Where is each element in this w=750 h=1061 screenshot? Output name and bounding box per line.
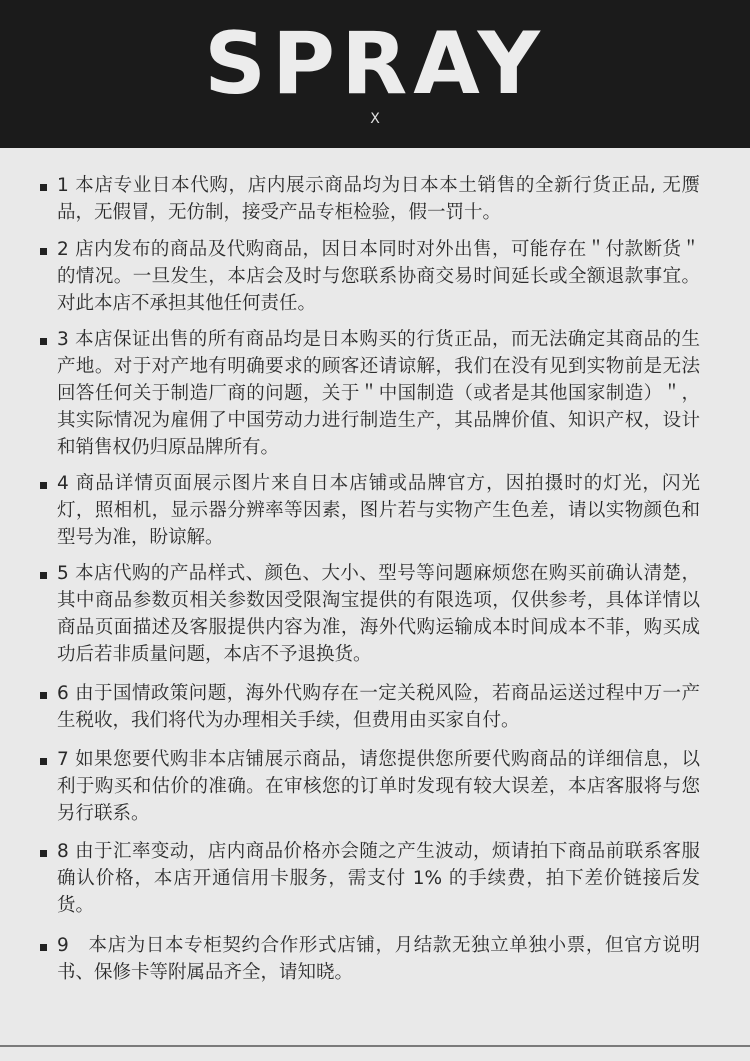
- policy-list: [0, 148, 750, 1061]
- policy-text: 4 商品详情页面展示图片来自日本店铺或品牌官方，因拍摄时的灯光，闪光灯，照相机，显示器分辨率等因素，图片若与实物产生色差，请以实物颜色和型号为准，盼谅解。: [57, 473, 700, 548]
- policy-item-2: [40, 236, 700, 317]
- header-banner: [0, 0, 750, 148]
- policy-text: 5 本店代购的产品样式、颜色、大小、型号等问题麻烦您在购买前确认清楚，其中商品参数页相关参数因受限淘宝提供的有限选项，仅供参考，具体详情以商品页面描述及客服提供内容为准，海外代购运输成本时间成本不菲，购买成功后若非质量问题，本店不予退换货。: [57, 563, 700, 665]
- policy-text: 1 本店专业日本代购，店内展示商品均为日本本土销售的全新行货正品, 无赝品，无假冒，无仿制，接受产品专柜检验，假一罚十。: [57, 175, 700, 223]
- policy-item-1: [40, 172, 700, 226]
- bullet-icon: [40, 184, 47, 191]
- bullet-icon: [40, 572, 47, 579]
- policy-item-8: [40, 838, 700, 919]
- bullet-icon: [40, 850, 47, 857]
- policy-text: 7 如果您要代购非本店铺展示商品，请您提供您所要代购商品的详细信息，以利于购买和估价的准确。在审核您的订单时发现有较大误差，本店客服将与您另行联系。: [57, 749, 700, 824]
- policy-text: 2 店内发布的商品及代购商品，因日本同时对外出售，可能存在＂付款断货＂的情况。一旦发生，本店会及时与您联系协商交易时间延长或全额退款事宜。对此本店不承担其他任何责任。: [57, 239, 700, 314]
- policy-item-5: [40, 560, 700, 668]
- policy-item-9: [40, 932, 700, 986]
- bullet-icon: [40, 482, 47, 489]
- bottom-strip: [0, 1047, 750, 1061]
- policy-text: 6 由于国情政策问题，海外代购存在一定关税风险，若商品运送过程中万一产生税收，我们将代为办理相关手续，但费用由买家自付。: [57, 683, 700, 731]
- policy-item-4: [40, 470, 700, 551]
- policy-text: 8 由于汇率变动，店内商品价格亦会随之产生波动，烦请拍下商品前联系客服确认价格，本店开通信用卡服务，需支付 1% 的手续费，拍下差价链接后发货。: [57, 841, 700, 916]
- policy-text: 9 本店为日本专柜契约合作形式店铺，月结款无独立单独小票，但官方说明书、保修卡等附属品齐全，请知晓。: [57, 935, 700, 983]
- policy-item-3: [40, 326, 700, 461]
- bullet-icon: [40, 692, 47, 699]
- bullet-icon: [40, 248, 47, 255]
- page-subtitle: X: [370, 111, 380, 127]
- page-title: SPRAY: [204, 14, 546, 114]
- bullet-icon: [40, 944, 47, 951]
- bullet-icon: [40, 338, 47, 345]
- bullet-icon: [40, 758, 47, 765]
- policy-text: 3 本店保证出售的所有商品均是日本购买的行货正品，而无法确定其商品的生产地。对于对产地有明确要求的顾客还请谅解，我们在没有见到实物前是无法回答任何关于制造厂商的问题，关于＂中国制造（或者是其他国家制造）＂，其实际情况为雇佣了中国劳动力进行制造生产，其品牌价值、知识产权，设计和销售权仍归原品牌所有。: [57, 329, 700, 458]
- policy-item-7: [40, 746, 700, 827]
- policy-item-6: [40, 680, 700, 734]
